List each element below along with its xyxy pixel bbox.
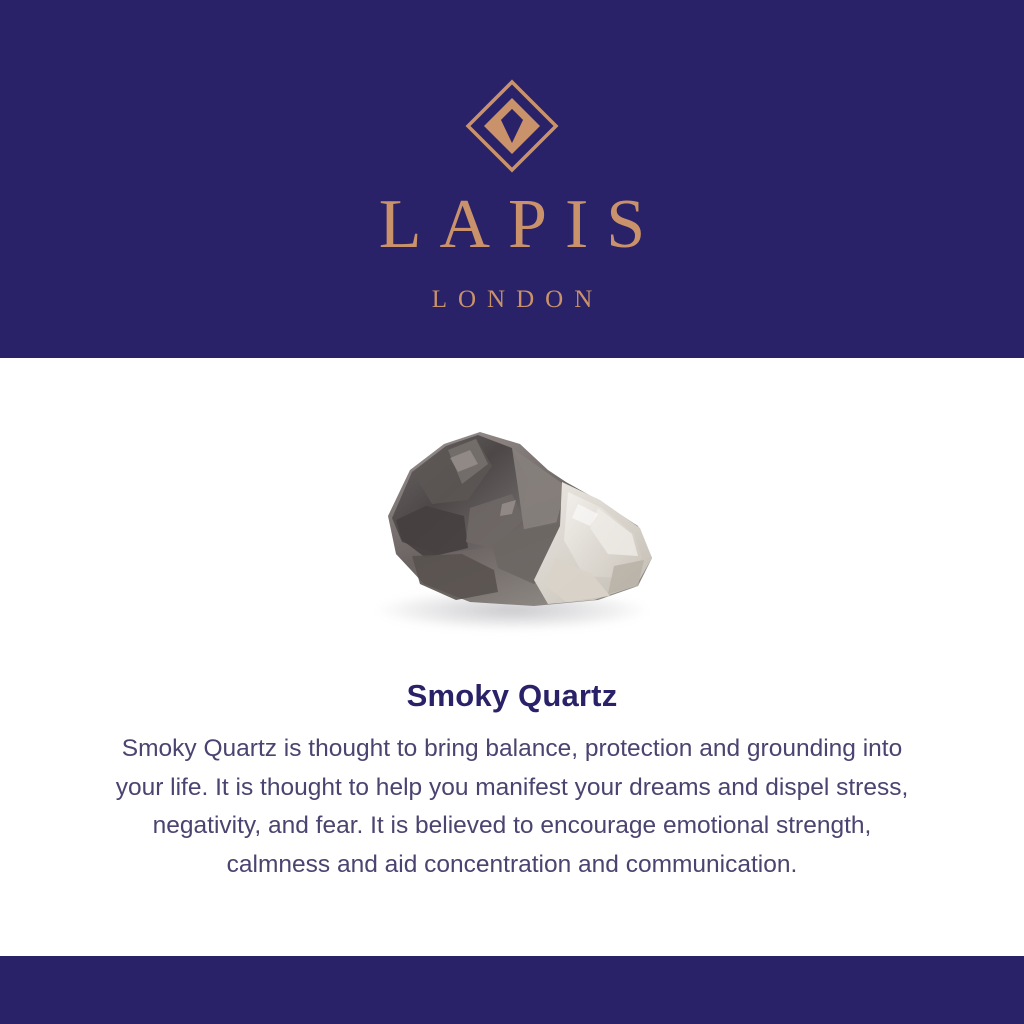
- page-title: Smoky Quartz: [406, 678, 618, 713]
- footer-band: [0, 956, 1024, 1024]
- brand-name: LAPIS: [378, 186, 664, 263]
- product-section: [0, 358, 1024, 956]
- brand-header: [0, 0, 1024, 358]
- product-description: Smoky Quartz is thought to bring balance, protection and grounding into your life. It is thought to help you manifest your dreams and dispel stress, negativity, and fear. It is believed to encourage emotional strength, calmness and aid concentration and communication.: [115, 735, 909, 879]
- brand-location: LONDON: [431, 286, 604, 313]
- diamond-emblem-icon: [464, 78, 560, 174]
- smoky-quartz-image: [342, 400, 682, 640]
